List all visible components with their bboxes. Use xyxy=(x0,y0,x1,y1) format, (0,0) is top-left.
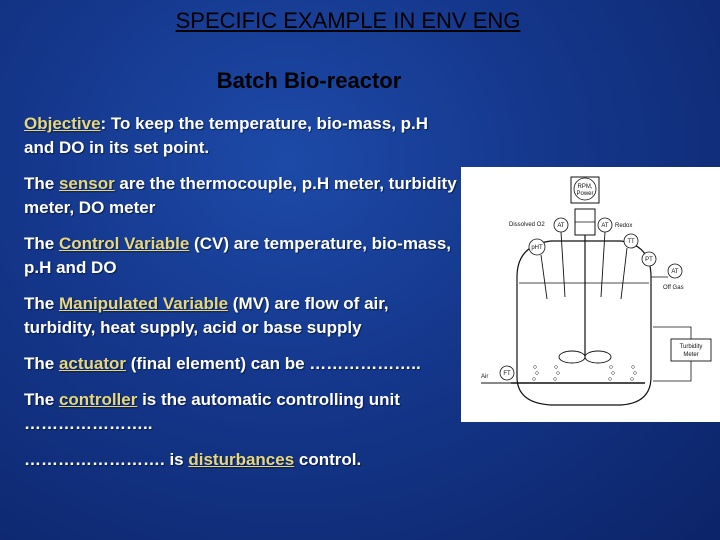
ph-label: pHT xyxy=(531,245,543,251)
controller-label: controller xyxy=(58,390,138,409)
cv-label: Control Variable xyxy=(58,234,190,253)
reactor-vessel xyxy=(517,241,651,405)
actuator-text: (final element) can be ……………….. xyxy=(126,354,421,373)
actuator-label: actuator xyxy=(58,354,127,373)
impeller-blade-right xyxy=(585,351,611,363)
mv-text: (MV) are flow of air, turbidity, heat supply, acid or base supply xyxy=(24,294,389,337)
air-label: Air xyxy=(481,374,489,380)
impeller-blade-left xyxy=(559,351,585,363)
rpm-label: RPM, xyxy=(577,184,593,190)
disturbance-prefix: ……………………. is xyxy=(24,450,189,469)
actuator-paragraph xyxy=(24,352,460,376)
offgas-at-label: AT xyxy=(671,269,679,275)
objective-text: : To keep the temperature, bio-mass, p.H and DO in its set point. xyxy=(24,114,429,157)
mv-label: Manipulated Variable xyxy=(58,294,229,313)
dissolved-o2-label: Dissolved O2 xyxy=(509,222,545,228)
turbidity-sample-line xyxy=(653,327,691,339)
ph-probe xyxy=(541,255,547,299)
sensor-text: are the thermocouple, p.H meter, turbidity meter, DO meter xyxy=(24,174,457,217)
sensor-paragraph xyxy=(24,172,460,220)
slide-subtitle: Batch Bio-reactor xyxy=(216,68,402,93)
bioreactor-diagram-svg xyxy=(461,167,720,422)
sensor-prefix: The xyxy=(24,174,59,193)
ft-label: FT xyxy=(503,371,511,377)
tt-label: TT xyxy=(627,239,635,245)
controller-prefix: The xyxy=(24,390,59,409)
turbidity-label: Turbidity xyxy=(679,344,703,350)
objective-label: Objective xyxy=(24,114,101,133)
redox-label: Redox xyxy=(615,223,633,229)
cv-text: (CV) are temperature, bio-mass, p.H and DO xyxy=(24,234,452,277)
meter-label: Meter xyxy=(683,352,699,358)
do-probe xyxy=(561,232,565,297)
redox-probe xyxy=(601,232,605,297)
cv-prefix: The xyxy=(24,234,59,253)
disturbance-paragraph xyxy=(24,448,460,472)
disturbance-label: disturbances xyxy=(188,450,295,469)
turbidity-return-line xyxy=(653,361,691,381)
actuator-prefix: The xyxy=(24,354,59,373)
mv-prefix: The xyxy=(24,294,59,313)
slide-body xyxy=(24,112,460,484)
sensor-label: sensor xyxy=(58,174,115,193)
controller-text: is the automatic controlling unit ………………….. xyxy=(24,390,400,433)
bioreactor-diagram xyxy=(461,167,720,422)
pt-label: PT xyxy=(645,257,653,263)
slide-title: SPECIFIC EXAMPLE IN ENV ENG xyxy=(175,8,521,33)
disturbance-text: control. xyxy=(294,450,362,469)
power-label: Power xyxy=(576,191,594,197)
control-variable-paragraph xyxy=(24,232,460,280)
do-at-label: AT xyxy=(557,223,565,229)
air-bubbles xyxy=(533,366,637,381)
redox-at-label: AT xyxy=(601,223,609,229)
manipulated-variable-paragraph xyxy=(24,292,460,340)
off-gas-label: Off Gas xyxy=(663,285,684,291)
objective-paragraph xyxy=(24,112,460,160)
controller-paragraph xyxy=(24,388,460,436)
tt-probe xyxy=(621,248,627,299)
